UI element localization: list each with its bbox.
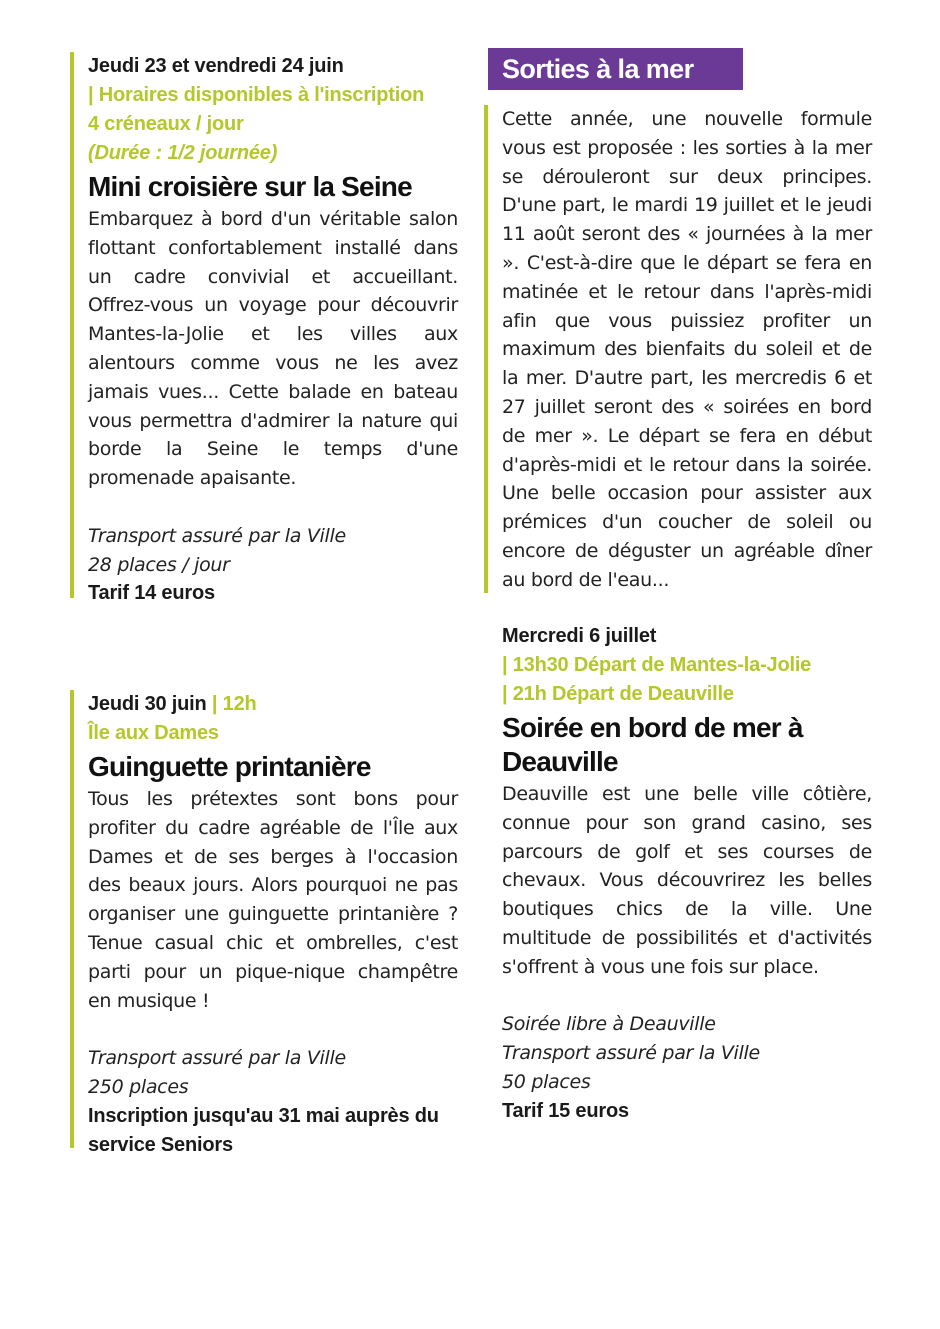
event-date-line [88, 690, 458, 719]
event-date: Jeudi 23 et vendredi 24 juin [88, 55, 344, 77]
sea-outings-intro [484, 105, 872, 593]
accent-bar [70, 52, 74, 598]
event-duration: (Durée : 1/2 journée) [88, 142, 278, 164]
event-description: Tous les prétextes sont bons pour profiter du cadre agréable de l'Île aux Dames et de ses berges à l'occasion des beaux jours. Alors pourquoi ne pas organiser une guinguette printanière ? Tenue casual chic et ombrelles, c'est parti pour un pique-nique champêtre en musique ! [88, 788, 458, 1012]
event-description: Deauville est une belle ville côtière, connue pour son grand casino, ses parcours de golf et ses courses de chevaux. Vous découvrirez les belles boutiques chics de la ville. Une multitude de possibilités et d'activités s'offrent à vous une fois sur place. [502, 783, 872, 978]
event-registration: Inscription jusqu'au 31 mai auprès du service Seniors [88, 1104, 439, 1156]
accent-bar [484, 105, 488, 593]
intro-text: Cette année, une nouvelle formule vous est proposée : les sorties à la mer se dérouleront sur deux principes. D'une part, le mardi 19 juillet et le jeudi 11 août seront des « journées à la mer ». C'est-à-dire que le départ se fera en matinée et le retour dans l'après-midi afin que vous puissiez profiter un maximum des bienfaits du soleil et de la mer. D'autre part, les mercredis 6 et 27 juillet seront des « soirées en bord de mer ». Le départ se fera en début d'après-midi et le retour dans la soirée. Une belle occasion pour assister aux prémices d'un coucher de soleil ou encore de déguster un agréable dîner au bord de l'eau... [502, 108, 872, 591]
event-transport: Transport assuré par la Ville [88, 1047, 346, 1070]
accent-bar [70, 690, 74, 1148]
event-price: Tarif 14 euros [88, 582, 215, 605]
event-free-evening: Soirée libre à Deauville [502, 1013, 716, 1036]
event-slots: 4 créneaux / jour [88, 113, 244, 135]
event-departure-mantes: | 13h30 Départ de Mantes-la-Jolie [502, 654, 812, 676]
event-places: 28 places / jour [88, 553, 230, 576]
event-title: Guinguette printanière [88, 751, 371, 782]
event-deauville [484, 622, 872, 1122]
event-transport: Transport assuré par la Ville [88, 524, 346, 547]
event-date: Mercredi 6 juillet [502, 625, 657, 647]
event-title: Mini croisière sur la Seine [88, 171, 412, 202]
event-price: Tarif 15 euros [502, 1099, 629, 1122]
event-guinguette [70, 690, 458, 1156]
event-place: Île aux Dames [88, 722, 219, 744]
event-date: Jeudi 30 juin [88, 693, 207, 715]
event-transport: Transport assuré par la Ville [502, 1042, 760, 1065]
event-time: | 12h [206, 693, 257, 715]
event-places: 50 places [502, 1070, 591, 1093]
event-title: Soirée en bord de mer à Deauville [502, 712, 803, 777]
section-heading: Sorties à la mer [488, 48, 743, 90]
event-description: Embarquez à bord d'un véritable salon flottant confortablement installé dans un cadre convivial et accueillant. Offrez-vous un voyage pour découvrir Mantes-la-Jolie et les villes aux alentours comme vous ne les avez jamais vues... Cette balade en bateau vous permettra d'admirer la nature qui borde la Seine le temps d'une promenade apaisante. [88, 208, 458, 490]
event-schedule: | Horaires disponibles à l'inscription [88, 84, 425, 106]
event-places: 250 places [88, 1075, 189, 1098]
event-departure-deauville: | 21h Départ de Deauville [502, 683, 734, 705]
event-mini-croisiere [70, 52, 458, 605]
